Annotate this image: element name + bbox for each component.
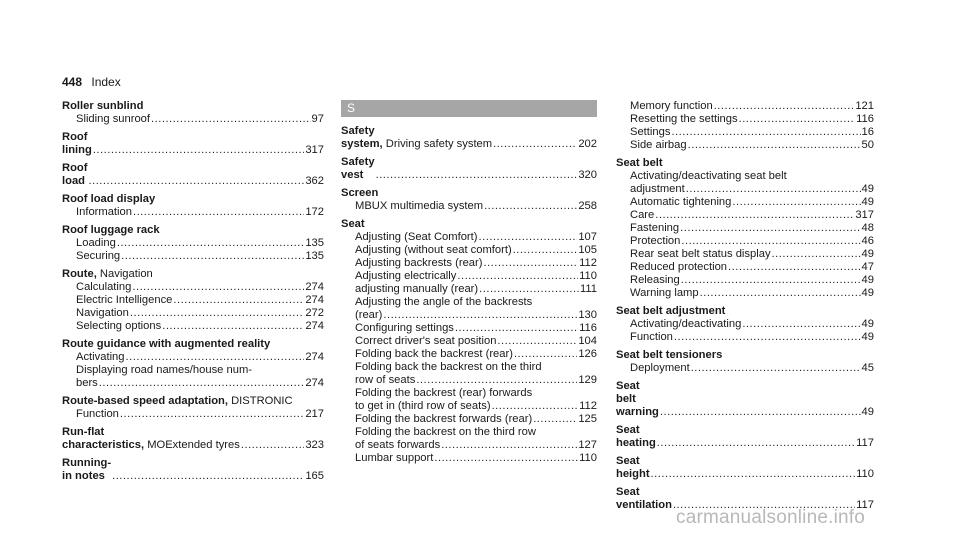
page-ref: 48 xyxy=(861,222,874,234)
dot-leader xyxy=(434,452,578,465)
sub-entry xyxy=(62,364,324,390)
entry-heading xyxy=(341,156,597,182)
sub-entry xyxy=(341,452,597,465)
sub-entry-row xyxy=(630,183,874,196)
sub-entry-label: Automatic tightening xyxy=(630,196,732,208)
dot-leader xyxy=(660,406,861,419)
sub-entry xyxy=(616,196,874,209)
index-entry xyxy=(62,193,324,219)
dot-leader xyxy=(674,331,861,344)
page-ref: 274 xyxy=(305,351,324,363)
page-ref: 47 xyxy=(861,261,874,273)
sub-entry-label: Releasing xyxy=(630,274,680,286)
page-ref: 217 xyxy=(305,408,324,420)
dot-leader xyxy=(651,468,856,481)
sub-entry xyxy=(62,237,324,250)
sub-entry-label: Reduced protection xyxy=(630,261,728,273)
dot-leader xyxy=(126,351,305,364)
page-ref: 49 xyxy=(861,331,874,343)
sub-entry xyxy=(62,307,324,320)
entry-title: Roof luggage rack xyxy=(62,224,160,236)
page-ref: 258 xyxy=(578,200,597,212)
page-ref: 116 xyxy=(579,322,597,334)
page-ref: 110 xyxy=(579,452,597,464)
page-ref: 272 xyxy=(305,307,324,319)
sub-entry-label: Deployment xyxy=(630,362,690,374)
sub-entry xyxy=(341,348,597,361)
watermark: carmanualsonline.info xyxy=(676,507,866,528)
entry-heading xyxy=(616,305,874,318)
sub-entry-label: Adjusting backrests (rear) xyxy=(355,257,483,269)
entry-heading xyxy=(62,338,324,351)
index-entry xyxy=(341,187,597,213)
sub-entry xyxy=(341,426,597,452)
dot-leader xyxy=(492,400,579,413)
page-ref: 117 xyxy=(856,499,874,511)
sub-entry xyxy=(62,320,324,333)
sub-entry-label: Protection xyxy=(630,235,681,247)
dot-leader xyxy=(686,183,861,196)
dot-leader xyxy=(416,374,577,387)
sub-entry-label: Function xyxy=(630,331,673,343)
index-column-2 xyxy=(341,100,597,470)
index-entry xyxy=(62,338,324,390)
sub-entry-label: Adjusting electrically xyxy=(355,270,457,282)
page-ref: 317 xyxy=(855,209,874,221)
entry-title: Seat ventilation xyxy=(616,486,672,511)
sub-entry xyxy=(616,222,874,235)
dot-leader xyxy=(121,250,304,263)
page-ref: 320 xyxy=(578,169,597,181)
page-ref: 202 xyxy=(578,138,597,150)
page-ref: 45 xyxy=(861,362,874,374)
index-entry xyxy=(616,100,874,152)
sub-entry xyxy=(616,362,874,375)
index-entry xyxy=(616,380,874,419)
sub-entry xyxy=(341,361,597,387)
sub-entry-row xyxy=(355,439,597,452)
entry-heading xyxy=(341,218,597,231)
sub-entry-label: Lumbar support xyxy=(355,452,434,464)
sub-entry-label: Folding the backrest (rear) forwards xyxy=(355,387,533,399)
entry-title: Roof lining xyxy=(62,131,92,156)
dot-leader xyxy=(383,309,577,322)
entry-title: Route-based speed adaptation, xyxy=(62,395,228,407)
dot-leader xyxy=(130,307,304,320)
index-column-3 xyxy=(616,100,874,517)
sub-entry-label: row of seats xyxy=(355,374,416,386)
sub-entry xyxy=(341,413,597,426)
dot-leader xyxy=(714,100,855,113)
sub-entry-label: Function xyxy=(76,408,119,420)
index-entry xyxy=(62,131,324,157)
sub-entry-label: Calculating xyxy=(76,281,132,293)
sub-entry-label: Fastening xyxy=(630,222,680,234)
dot-leader xyxy=(457,270,578,283)
dot-leader xyxy=(514,348,577,361)
page-ref: 317 xyxy=(305,144,324,156)
dot-leader xyxy=(162,320,304,333)
dot-leader xyxy=(513,244,578,257)
dot-leader xyxy=(739,113,856,126)
index-entry xyxy=(62,224,324,263)
sub-entry xyxy=(62,281,324,294)
index-column-1 xyxy=(62,100,324,488)
index-entry xyxy=(616,455,874,481)
entry-qualifier: Driving safety system xyxy=(382,138,493,150)
sub-entry-label: MBUX multimedia system xyxy=(355,200,484,212)
entry-title: Screen xyxy=(341,187,379,199)
sub-entry xyxy=(341,231,597,244)
page-ref: 129 xyxy=(578,374,597,386)
dot-leader xyxy=(655,209,854,222)
sub-entry xyxy=(341,244,597,257)
entry-heading xyxy=(62,457,324,483)
entry-title: Roller sunblind xyxy=(62,100,144,112)
page-ref: 49 xyxy=(861,183,874,195)
entry-title: Seat belt tensioners xyxy=(616,349,723,361)
sub-entry-label: Configuring settings xyxy=(355,322,454,334)
entry-heading xyxy=(616,349,874,362)
sub-entry xyxy=(62,113,324,126)
dot-leader xyxy=(376,169,578,182)
dot-leader xyxy=(133,206,304,219)
sub-entry xyxy=(62,351,324,364)
page-ref: 274 xyxy=(305,294,324,306)
entry-heading xyxy=(341,187,597,200)
entry-heading xyxy=(62,131,324,157)
entry-heading xyxy=(616,424,874,450)
sub-entry xyxy=(616,209,874,222)
entry-title: Seat heating xyxy=(616,424,656,449)
entry-heading xyxy=(62,224,324,237)
entry-heading xyxy=(62,193,324,206)
sub-entry-label: Adjusting the angle of the backrests xyxy=(355,296,533,308)
page-ref: 49 xyxy=(861,196,874,208)
dot-leader xyxy=(241,439,304,452)
sub-entry xyxy=(341,270,597,283)
page-ref: 50 xyxy=(861,139,874,151)
entry-title: Safety vest xyxy=(341,156,375,181)
entry-heading xyxy=(616,157,874,170)
sub-entry-label: Folding back the backrest on the third xyxy=(355,361,542,373)
page-ref: 105 xyxy=(578,244,597,256)
dot-leader xyxy=(688,139,861,152)
entry-heading xyxy=(616,455,874,481)
dot-leader xyxy=(99,377,305,390)
sub-entry-label: Activating/deactivating seat belt xyxy=(630,170,787,182)
sub-entry-row xyxy=(355,309,597,322)
page-ref: 107 xyxy=(578,231,597,243)
sub-entry xyxy=(616,274,874,287)
sub-entry-label: Resetting the settings xyxy=(630,113,738,125)
sub-entry xyxy=(341,257,597,270)
index-entry xyxy=(62,268,324,333)
page-ref: 125 xyxy=(578,413,597,425)
sub-entry-label: Adjusting (Seat Comfort) xyxy=(355,231,478,243)
dot-leader xyxy=(493,138,577,151)
sub-entry xyxy=(616,235,874,248)
index-entry xyxy=(62,426,324,452)
page-ref: 116 xyxy=(856,113,874,125)
dot-leader xyxy=(132,281,304,294)
dot-leader xyxy=(772,248,861,261)
entry-heading xyxy=(62,268,324,281)
dot-leader xyxy=(533,413,577,426)
sub-entry-label: Activating xyxy=(76,351,125,363)
dot-leader xyxy=(700,287,861,300)
dot-leader xyxy=(497,335,577,348)
sub-entry-label: Loading xyxy=(76,237,116,249)
sub-entry-label: Displaying road names/house num- xyxy=(76,364,252,376)
page-ref: 135 xyxy=(305,237,324,249)
dot-leader xyxy=(728,261,861,274)
entry-qualifier: Navigation xyxy=(96,268,153,280)
sub-entry-row xyxy=(355,374,597,387)
index-entry xyxy=(62,162,324,188)
page-ref: 49 xyxy=(861,318,874,330)
page-ref: 112 xyxy=(579,257,597,269)
entry-heading xyxy=(62,426,324,452)
page-ref: 49 xyxy=(861,406,874,418)
dot-leader xyxy=(93,144,305,157)
page-ref: 323 xyxy=(305,439,324,451)
entry-heading xyxy=(62,395,324,408)
sub-entry xyxy=(616,248,874,261)
page-ref: 127 xyxy=(578,439,597,451)
page-ref: 121 xyxy=(855,100,874,112)
entry-title: Seat belt adjustment xyxy=(616,305,726,317)
dot-leader xyxy=(681,235,860,248)
sub-entry-label: Settings xyxy=(630,126,671,138)
sub-entry-label: adjustment xyxy=(630,183,685,195)
entry-title: Seat xyxy=(341,218,365,230)
page-ref: 112 xyxy=(579,400,597,412)
sub-entry xyxy=(616,287,874,300)
entry-title: Running-in notes xyxy=(62,457,112,482)
page-ref: 135 xyxy=(305,250,324,262)
sub-entry xyxy=(616,100,874,113)
sub-entry xyxy=(341,387,597,413)
index-entry xyxy=(616,424,874,450)
index-entry xyxy=(616,349,874,375)
page-title: Index xyxy=(91,75,121,89)
sub-entry xyxy=(616,331,874,344)
page-ref: 274 xyxy=(305,281,324,293)
dot-leader xyxy=(691,362,861,375)
page-ref: 165 xyxy=(305,470,324,482)
dot-leader xyxy=(112,470,304,483)
sub-entry-label: adjusting manually (rear) xyxy=(355,283,479,295)
entry-heading xyxy=(62,162,324,188)
page-ref: 104 xyxy=(578,335,597,347)
page-ref: 117 xyxy=(856,437,874,449)
index-entry xyxy=(62,395,324,421)
sub-entry-label: Adjusting (without seat comfort) xyxy=(355,244,512,256)
entry-title: Seat belt warning xyxy=(616,380,659,418)
sub-entry-label: Sliding sunroof xyxy=(76,113,151,125)
page-ref: 110 xyxy=(579,270,597,282)
sub-entry xyxy=(616,170,874,196)
entry-title: Roof load xyxy=(62,162,88,187)
sub-entry-label: Information xyxy=(76,206,132,218)
sub-entry-label: of seats forwards xyxy=(355,439,441,451)
dot-leader xyxy=(173,294,304,307)
sub-entry-label: (rear) xyxy=(355,309,383,321)
sub-entry xyxy=(62,250,324,263)
entry-title: Seat belt xyxy=(616,157,663,169)
page-ref: 172 xyxy=(305,206,324,218)
dot-leader xyxy=(742,318,860,331)
sub-entry-label: Folding the backrest on the third row xyxy=(355,426,536,438)
sub-entry-label: Care xyxy=(630,209,655,221)
sub-entry-row xyxy=(76,377,324,390)
dot-leader xyxy=(455,322,578,335)
sub-entry-label: Correct driver's seat position xyxy=(355,335,497,347)
page-ref: 126 xyxy=(578,348,597,360)
page-ref: 49 xyxy=(861,274,874,286)
index-entry xyxy=(616,157,874,300)
page-ref: 49 xyxy=(861,287,874,299)
sub-entry-label: Warning lamp xyxy=(630,287,699,299)
page-ref: 274 xyxy=(305,320,324,332)
sub-entry xyxy=(62,206,324,219)
sub-entry xyxy=(616,318,874,331)
entry-title: Route guidance with augmented reality xyxy=(62,338,271,350)
sub-entry xyxy=(341,296,597,322)
index-entry xyxy=(616,305,874,344)
page-ref: 111 xyxy=(579,283,597,295)
dot-leader xyxy=(483,257,578,270)
sub-entry xyxy=(62,294,324,307)
sub-entry xyxy=(616,261,874,274)
page-ref: 49 xyxy=(861,248,874,260)
sub-entry-label: Navigation xyxy=(76,307,129,319)
dot-leader xyxy=(657,437,855,450)
page-ref: 130 xyxy=(578,309,597,321)
entry-qualifier: DISTRONIC xyxy=(227,395,293,407)
dot-leader xyxy=(681,274,861,287)
sub-entry-label: Side airbag xyxy=(630,139,687,151)
index-entry xyxy=(341,125,597,151)
page-ref: 362 xyxy=(305,175,324,187)
dot-leader xyxy=(671,126,860,139)
sub-entry xyxy=(341,322,597,335)
dot-leader xyxy=(479,283,579,296)
entry-heading xyxy=(62,100,324,113)
dot-leader xyxy=(120,408,304,421)
entry-title: Seat height xyxy=(616,455,650,480)
page-ref: 16 xyxy=(861,126,874,138)
section-letter-bar: S xyxy=(341,100,597,117)
sub-entry xyxy=(62,408,324,421)
page-ref: 110 xyxy=(856,468,874,480)
sub-entry xyxy=(341,200,597,213)
index-entry xyxy=(62,457,324,483)
dot-leader xyxy=(151,113,311,126)
dot-leader xyxy=(680,222,860,235)
dot-leader xyxy=(88,175,304,188)
sub-entry-label: to get in (third row of seats) xyxy=(355,400,491,412)
sub-entry-label: Activating/deactivating xyxy=(630,318,742,330)
dot-leader xyxy=(117,237,305,250)
index-entry xyxy=(341,156,597,182)
sub-entry xyxy=(616,139,874,152)
page-ref: 274 xyxy=(305,377,324,389)
sub-entry-label: Folding back the backrest (rear) xyxy=(355,348,513,360)
page-header xyxy=(62,75,121,89)
dot-leader xyxy=(479,231,578,244)
sub-entry xyxy=(341,283,597,296)
dot-leader xyxy=(441,439,577,452)
index-entry xyxy=(62,100,324,126)
entry-heading xyxy=(341,125,597,151)
entry-heading xyxy=(616,380,874,419)
entry-title: Roof load display xyxy=(62,193,156,205)
sub-entry-label: Folding the backrest forwards (rear) xyxy=(355,413,533,425)
page-ref: 97 xyxy=(311,113,324,125)
sub-entry-row xyxy=(355,400,597,413)
entry-title: Safety system, xyxy=(341,125,383,150)
sub-entry-label: Securing xyxy=(76,250,121,262)
sub-entry-label: Memory function xyxy=(630,100,713,112)
sub-entry-label: Selecting options xyxy=(76,320,162,332)
entry-qualifier: MOExtended tyres xyxy=(144,439,240,451)
sub-entry xyxy=(616,126,874,139)
sub-entry xyxy=(616,113,874,126)
sub-entry-label: Electric Intelligence xyxy=(76,294,173,306)
page-ref: 46 xyxy=(861,235,874,247)
dot-leader xyxy=(484,200,577,213)
sub-entry-label: Rear seat belt status display xyxy=(630,248,771,260)
sub-entry xyxy=(341,335,597,348)
sub-entry-label: bers xyxy=(76,377,98,389)
page-number: 448 xyxy=(62,75,83,89)
index-entry xyxy=(341,218,597,465)
dot-leader xyxy=(732,196,860,209)
entry-title: Route, xyxy=(62,268,97,280)
entry-title: Run-flat characteristics, xyxy=(62,426,145,451)
